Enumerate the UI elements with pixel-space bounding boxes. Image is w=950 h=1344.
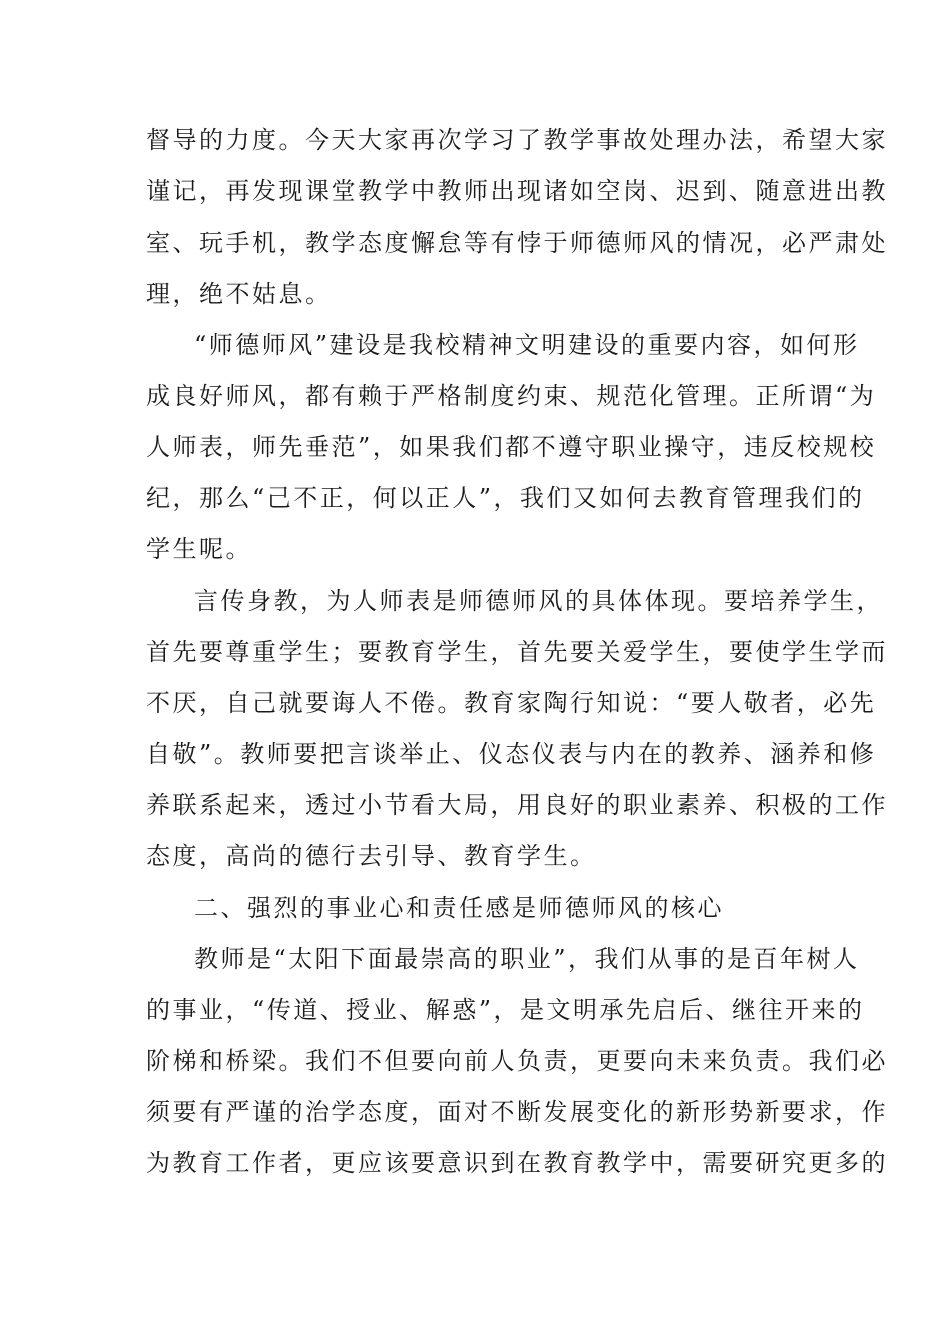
text-line: 督导的力度。今天大家再次学习了教学事故处理办法，希望大家 <box>146 126 888 154</box>
text-line: 养联系起来，透过小节看大局，用良好的职业素养、积极的工作 <box>146 791 888 819</box>
text-line: 须要有严谨的治学态度，面对不断发展变化的新形势新要求，作 <box>146 1098 888 1126</box>
text-line: 谨记，再发现课堂教学中教师出现诸如空岗、迟到、随意进出教 <box>146 177 888 205</box>
text-line: 不厌，自己就要诲人不倦。教育家陶行知说：“要人敬者，必先 <box>146 689 877 717</box>
text-line: 室、玩手机，教学态度懈怠等有悖于师德师风的情况，必严肃处 <box>146 229 888 257</box>
section-heading: 二、强烈的事业心和责任感是师德师风的核心 <box>194 894 724 922</box>
text-line: 自敬”。教师要把言谈举止、仪态仪表与内在的教养、涵养和修 <box>146 740 877 768</box>
text-line: 成良好师风，都有赖于严格制度约束、规范化管理。正所谓“为 <box>146 382 877 410</box>
text-line: 言传身教，为人师表是师德师风的具体体现。要培养学生， <box>194 587 883 615</box>
text-line: 首先要尊重学生；要教育学生，首先要关爱学生，要使学生学而 <box>146 638 888 666</box>
text-line: 理，绝不姑息。 <box>146 280 332 308</box>
text-line: 教师是“太阳下面最崇高的职业”，我们从事的是百年树人 <box>194 945 860 973</box>
text-line: 纪，那么“己不正，何以正人”，我们又如何去教育管理我们的 <box>146 484 865 512</box>
text-line: 态度，高尚的德行去引导、教育学生。 <box>146 842 597 870</box>
text-line: 阶梯和桥梁。我们不但要向前人负责，更要向未来负责。我们必 <box>146 1047 888 1075</box>
text-line: 学生呢。 <box>146 535 252 563</box>
text-line: “师德师风”建设是我校精神文明建设的重要内容，如何形 <box>194 331 860 359</box>
text-line: 人师表，师先垂范”，如果我们都不遵守职业操守，违反校规校 <box>146 433 877 461</box>
text-line: 为教育工作者，更应该要意识到在教育教学中，需要研究更多的 <box>146 1149 888 1177</box>
text-line: 的事业，“传道、授业、解惑”，是文明承先启后、继往开来的 <box>146 996 865 1024</box>
